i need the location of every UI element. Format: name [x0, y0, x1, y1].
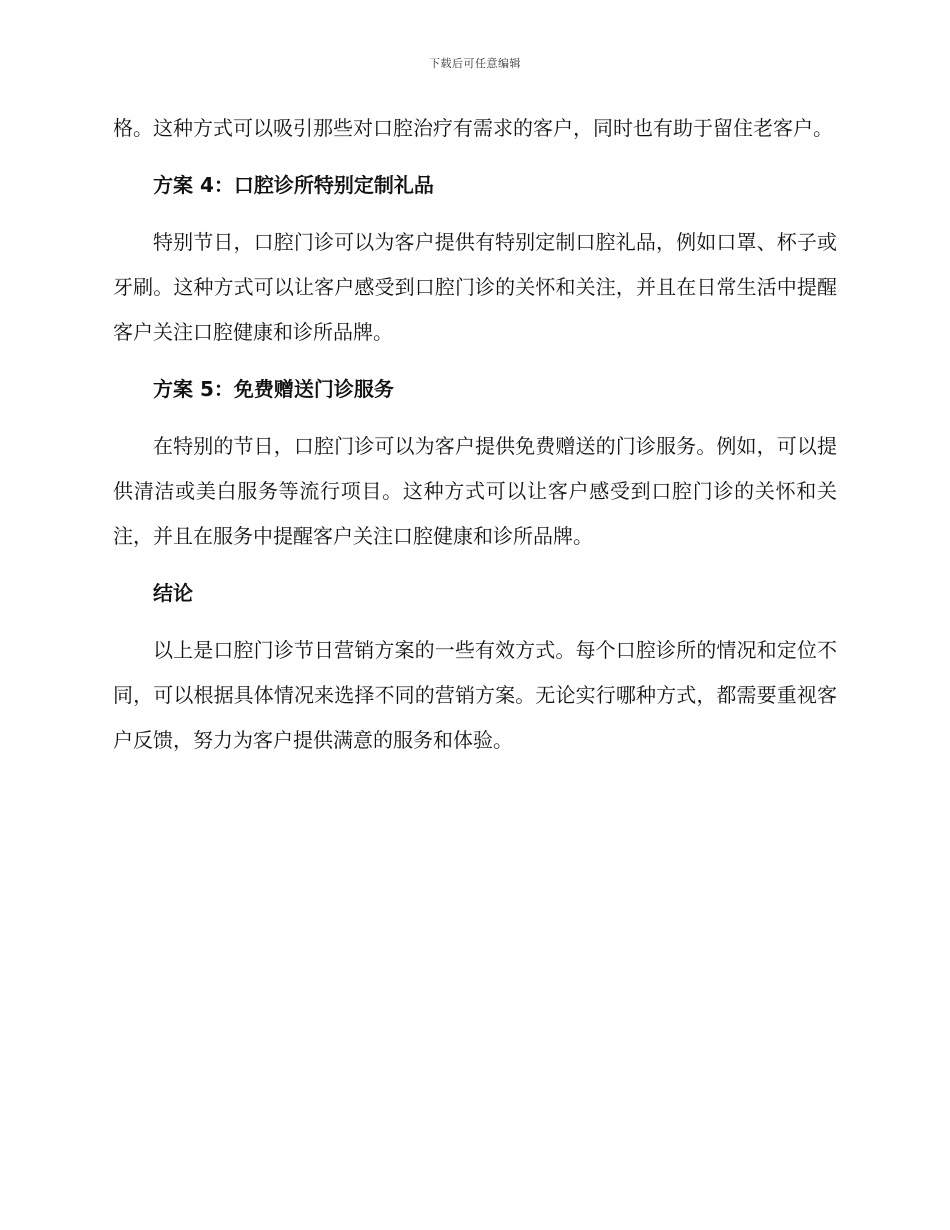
intro-continuation-paragraph: 格。这种方式可以吸引那些对口腔治疗有需求的客户，同时也有助于留住老客户。 — [113, 116, 833, 140]
plan5-paragraph: 在特别的节日，口腔门诊可以为客户提供免费赠送的门诊服务。例如，可以提供清洁或美白服务等流行项目。这种方式可以让客户感受到口腔门诊的关怀和关注，并且在服务中提醒客户关注口腔健康和诊所品牌。 — [113, 434, 837, 548]
conclusion-heading: 结论 — [153, 581, 193, 605]
plan5-heading: 方案 5：免费赠送门诊服务 — [153, 377, 394, 401]
conclusion-paragraph: 以上是口腔门诊节日营销方案的一些有效方式。每个口腔诊所的情况和定位不同，可以根据具体情况来选择不同的营销方案。无论实行哪种方式，都需要重视客户反馈，努力为客户提供满意的服务和体验。 — [113, 638, 837, 752]
plan4-heading: 方案 4：口腔诊所特别定制礼品 — [153, 173, 434, 197]
plan4-paragraph: 特别节日，口腔门诊可以为客户提供有特别定制口腔礼品，例如口罩、杯子或牙刷。这种方式可以让客户感受到口腔门诊的关怀和关注，并且在日常生活中提醒客户关注口腔健康和诊所品牌。 — [113, 230, 837, 344]
document-body — [113, 106, 837, 775]
header-note: 下载后可任意编辑 — [429, 57, 521, 70]
